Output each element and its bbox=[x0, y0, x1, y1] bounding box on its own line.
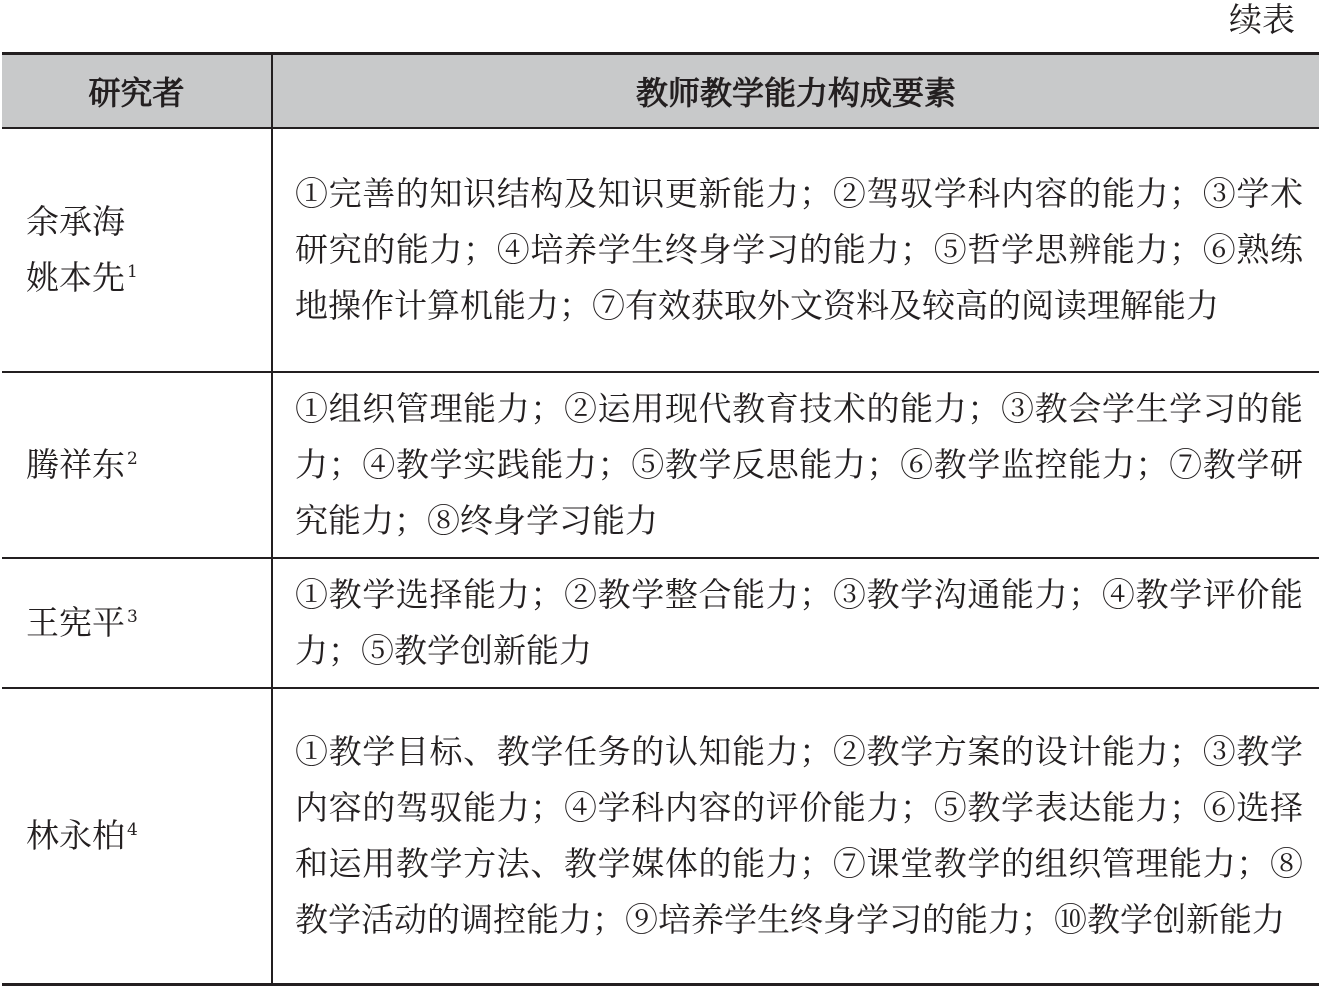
footnote-ref: 4 bbox=[127, 820, 138, 840]
table-header-row bbox=[2, 54, 1319, 129]
footnote-ref: 2 bbox=[127, 449, 138, 469]
researcher-name: 林永柏 $^4$ bbox=[26, 816, 138, 855]
elements-cell: ①教学目标、教学任务的认知能力；②教学方案的设计能力；③教学内容的驾驭能力；④学科内容的评价能力；⑤教学表达能力；⑥选择和运用教学方法、教学媒体的能力；⑦课堂教学的组织管理能力；⑧教学活动的调控能力；⑨培养学生终身学习的能力；⑩教学创新能力 bbox=[295, 732, 1303, 939]
footnote-ref: 3 bbox=[127, 607, 138, 627]
header-elements: 教师教学能力构成要素 bbox=[272, 54, 1319, 129]
table-row bbox=[2, 128, 1319, 372]
researcher-cell bbox=[2, 688, 272, 985]
elements-cell: ①完善的知识结构及知识更新能力；②驾驭学科内容的能力；③学术研究的能力；④培养学生终身学习的能力；⑤哲学思辨能力；⑥熟练地操作计算机能力；⑦有效获取外文资料及较高的阅读理解能力 bbox=[295, 174, 1303, 325]
footnote-ref: 1 bbox=[127, 262, 138, 282]
researcher-name: 姚本先 $^1$ bbox=[26, 258, 138, 297]
researcher-cell bbox=[2, 372, 272, 558]
continued-label: 续表 bbox=[1229, 0, 1295, 39]
researcher-name: 腾祥东 $^2$ bbox=[26, 445, 138, 484]
table-row bbox=[2, 688, 1319, 985]
elements-cell: ①组织管理能力；②运用现代教育技术的能力；③教会学生学习的能力；④教学实践能力；⑤教学反思能力；⑥教学监控能力；⑦教学研究能力；⑧终身学习能力 bbox=[295, 389, 1303, 540]
research-table bbox=[2, 52, 1319, 986]
table-row bbox=[2, 558, 1319, 688]
researcher-name: 余承海 bbox=[26, 202, 125, 241]
researcher-name: 王宪平 $^3$ bbox=[26, 603, 138, 642]
header-researcher: 研究者 bbox=[2, 54, 272, 129]
table-row bbox=[2, 372, 1319, 558]
researcher-cell bbox=[2, 558, 272, 688]
researcher-cell bbox=[2, 128, 272, 372]
elements-cell: ①教学选择能力；②教学整合能力；③教学沟通能力；④教学评价能力；⑤教学创新能力 bbox=[295, 575, 1303, 670]
